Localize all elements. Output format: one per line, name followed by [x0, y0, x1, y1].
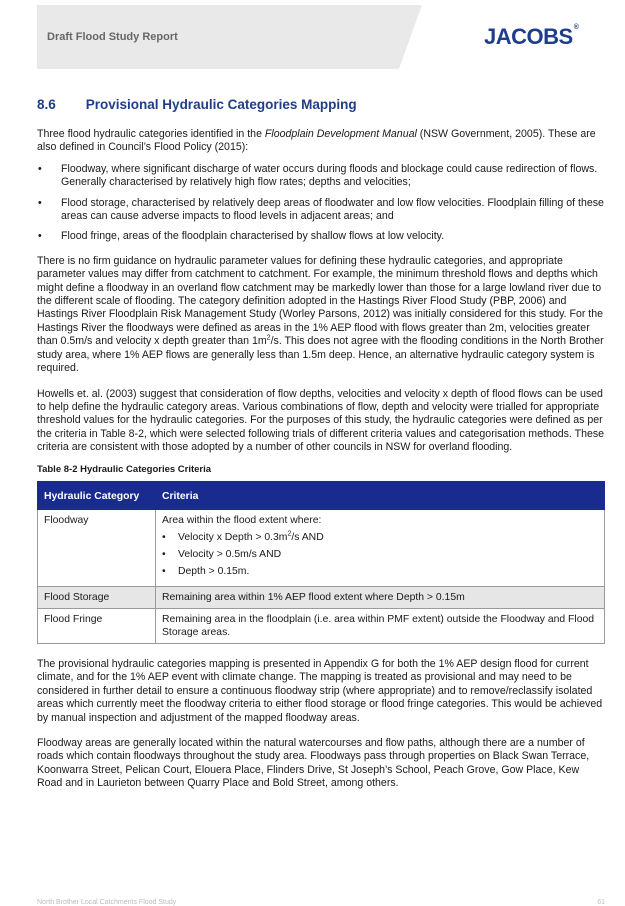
bullet-glyph: •	[38, 230, 42, 243]
table-row	[38, 509, 605, 586]
logo-text: JACOBS	[484, 24, 573, 49]
bullet-glyph: •	[38, 196, 42, 209]
page-footer	[37, 899, 605, 906]
registered-mark: ®	[573, 24, 579, 31]
list-item	[37, 163, 605, 190]
page-number: 61	[597, 899, 605, 906]
category-list	[37, 163, 605, 244]
footer-document-title: North Brother Local Catchments Flood Study	[37, 899, 177, 906]
section-heading	[37, 96, 605, 113]
table-header-row	[38, 481, 605, 509]
intro-text-end: (NSW Government, 2005). These are also defined in Council’s Flood Policy (2015):	[37, 128, 596, 154]
jacobs-logo	[484, 24, 578, 50]
list-item	[37, 230, 605, 243]
bullet-glyph: •	[162, 548, 166, 560]
criteria-table	[37, 481, 605, 644]
column-header-criteria: Criteria	[156, 481, 605, 509]
superscript: 2	[287, 530, 292, 538]
list-item-text: Floodway, where significant discharge of water occurs during floods and blockage could cause redirection of flows. Generally characterised by relatively high flow rates; depths and velocities;	[61, 162, 598, 189]
bullet-glyph: •	[162, 565, 166, 577]
guidance-text-end: /s. This does not agree with the flooding conditions in the North Brother study area, where 1% AEP flows are generally less than 1.5m deep. Hence, an alternative hydraulic category system is required.	[37, 335, 604, 375]
criteria-item	[162, 548, 598, 561]
category-cell: Floodway	[38, 509, 156, 586]
list-item	[37, 197, 605, 224]
criteria-text-after: /s AND	[291, 531, 324, 543]
intro-manual-title: Floodplain Development Manual	[264, 128, 417, 140]
section-title: Provisional Hydraulic Categories Mapping	[85, 97, 357, 112]
column-header-category: Hydraulic Category	[38, 481, 156, 509]
criteria-intro: Area within the flood extent where:	[162, 514, 322, 526]
criteria-item	[162, 531, 598, 544]
category-cell: Flood Storage	[38, 586, 156, 608]
table-row	[38, 608, 605, 643]
report-title: Draft Flood Study Report	[47, 31, 178, 43]
floodway-locations-paragraph: Floodway areas are generally located within the natural watercourses and flow paths, although there are a number of roads which contain floodways throughout the study area. Floodways pass through properties on Black Swan Terrace, Koonwarra Street, Pelican Court, Elouera Place, Flinders Drive, St Joseph’s School, Peach Grove, Gow Place, Kew Road and in Laurieton between Quarry Place and Bold Street, among others.	[37, 736, 590, 790]
main-content	[37, 96, 605, 799]
criteria-cell	[156, 509, 605, 586]
list-item-text: Flood storage, characterised by relatively deep areas of floodwater and low flow velocities. Floodplain filling of these areas can cause adverse impacts to flood levels in adjacent areas; and	[61, 196, 604, 223]
criteria-text: Velocity x Depth > 0.3m	[178, 531, 288, 543]
list-item-text: Flood fringe, areas of the floodplain characterised by shallow flows at low velocity.	[61, 230, 445, 243]
table-caption: Table 8-2 Hydraulic Categories Criteria	[37, 463, 212, 475]
criteria-list	[162, 531, 598, 578]
criteria-text: Depth > 0.15m.	[178, 565, 250, 577]
section-number: 8.6	[37, 97, 56, 112]
mapping-paragraph: The provisional hydraulic categories mapping is presented in Appendix G for both the 1% AEP design flood for current climate, and for the 1% AEP event with climate change. The mapping is treated as provisional and may need to be considered in further detail to ensure a continuous floodway strip (where appropriate) and to remove/reclassify isolated areas which currently meet the floodway criteria to either flood storage or flood fringe categories. This would be achieved by manual inspection and adjustment of the mapped floodway areas.	[37, 657, 603, 724]
criteria-item	[162, 565, 598, 578]
guidance-paragraph	[37, 255, 605, 376]
criteria-text: Velocity > 0.5m/s AND	[178, 548, 282, 560]
bullet-glyph: •	[162, 531, 166, 543]
superscript: 2	[266, 334, 271, 342]
howells-paragraph: Howells et. al. (2003) suggest that consideration of flow depths, velocities and velocity x depth of flood flows can be used to help define the hydraulic category areas. Various combinations of flow, depth and velocity were trialled for appropriate threshold values for the hydraulic categories. For the purposes of this study, the hydraulic categories were defined as per the criteria in Table 8-2, which were selected following trials of different criteria values and categorisation methods. These criteria are consistent with those adopted by a number of other councils in NSW for overland flooding.	[37, 387, 605, 454]
table-row	[38, 586, 605, 608]
bullet-glyph: •	[38, 162, 42, 175]
criteria-cell: Remaining area within 1% AEP flood extent where Depth > 0.15m	[156, 586, 605, 608]
guidance-text-start: There is no firm guidance on hydraulic parameter values for defining these hydraulic categories, and appropriate parameter values may differ from catchment to catchment. For example, the minimum threshold flows and depths which might define a floodway in an overland flow catchment may be markedly lower than those for a large lowland river due to the different scale of flooding. The category definition adopted in the Hastings River Flood Study (PBP, 2006) and Hastings River Floodplain Risk Management Study (Worley Parsons, 2012) was initially considered for this study. For the Hastings River the floodways were defined as areas in the 1% AEP flood with flows greater than 2m, velocities greater than 0.5m/s and velocity x depth greater than 1m	[37, 254, 604, 348]
criteria-cell: Remaining area in the floodplain (i.e. area within PMF extent) outside the Floodway and Flood Storage areas.	[156, 608, 605, 643]
intro-paragraph	[37, 128, 605, 155]
intro-text-start: Three flood hydraulic categories identified in the	[37, 128, 265, 140]
category-cell: Flood Fringe	[38, 608, 156, 643]
